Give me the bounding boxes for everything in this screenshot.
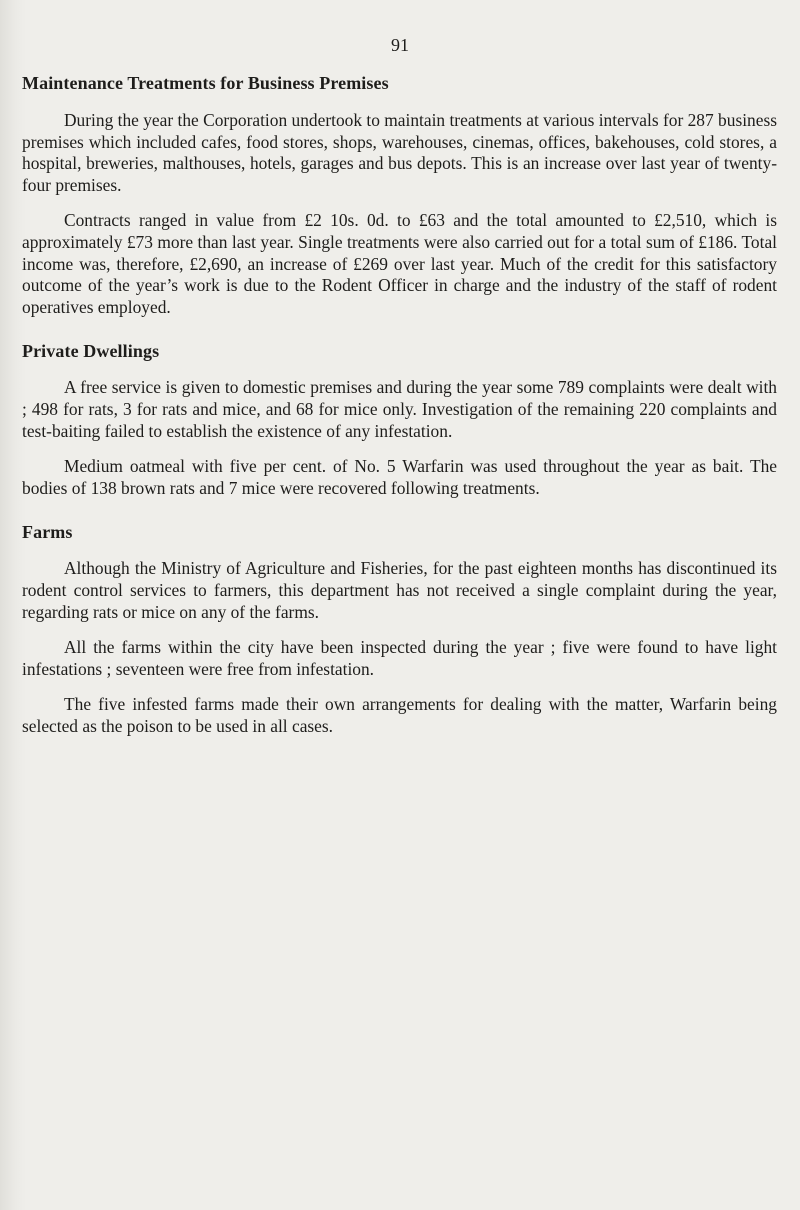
paragraph: During the year the Corporation undertook to maintain treatments at various intervals for 287 business premises which included cafes, food stores, shops, warehouses, cinemas, offices, bakehouses, cold stores, a hospital, breweries, malthouses, hotels, garages and bus depots. This is an increase over last year of twenty-four premises. [22, 110, 777, 195]
paragraph: Although the Ministry of Agriculture and Fisheries, for the past eighteen months has discontinued its rodent control services to farmers, this department has not received a single complaint during the year, regarding rats or mice on any of the farms. [22, 558, 777, 622]
paragraph: A free service is given to domestic premises and during the year some 789 complaints were dealt with ; 498 for rats, 3 for rats and mice, and 68 for mice only. Investigation of the remaining 220 complaints and test-baiting failed to establish the existence of any infestation. [22, 377, 777, 441]
section-heading: Private Dwellings [22, 341, 160, 362]
page-content [22, 72, 777, 737]
section-maintenance-treatments [22, 72, 777, 318]
section-heading: Farms [22, 522, 73, 543]
section-heading: Maintenance Treatments for Business Premises [22, 73, 389, 93]
section-private-dwellings [22, 340, 777, 499]
paragraph: Contracts ranged in value from £2 10s. 0d. to £63 and the total amounted to £2,510, which is approximately £73 more than last year. Single treatments were also carried out for a total sum of £186. Total income was, therefore, £2,690, an increase of £269 over last year. Much of the credit for this satisfactory outcome of the year’s work is due to the Rodent Officer in charge and the industry of the staff of rodent operatives employed. [22, 210, 777, 317]
paragraph: All the farms within the city have been inspected during the year ; five were found to have light infestations ; seventeen were free from infestation. [22, 637, 777, 679]
section-farms [22, 521, 777, 737]
paragraph: The five infested farms made their own arrangements for dealing with the matter, Warfarin being selected as the poison to be used in all cases. [22, 694, 777, 736]
paragraph: Medium oatmeal with five per cent. of No. 5 Warfarin was used throughout the year as bait. The bodies of 138 brown rats and 7 mice were recovered following treatments. [22, 456, 777, 498]
page-number: 91 [391, 35, 409, 55]
